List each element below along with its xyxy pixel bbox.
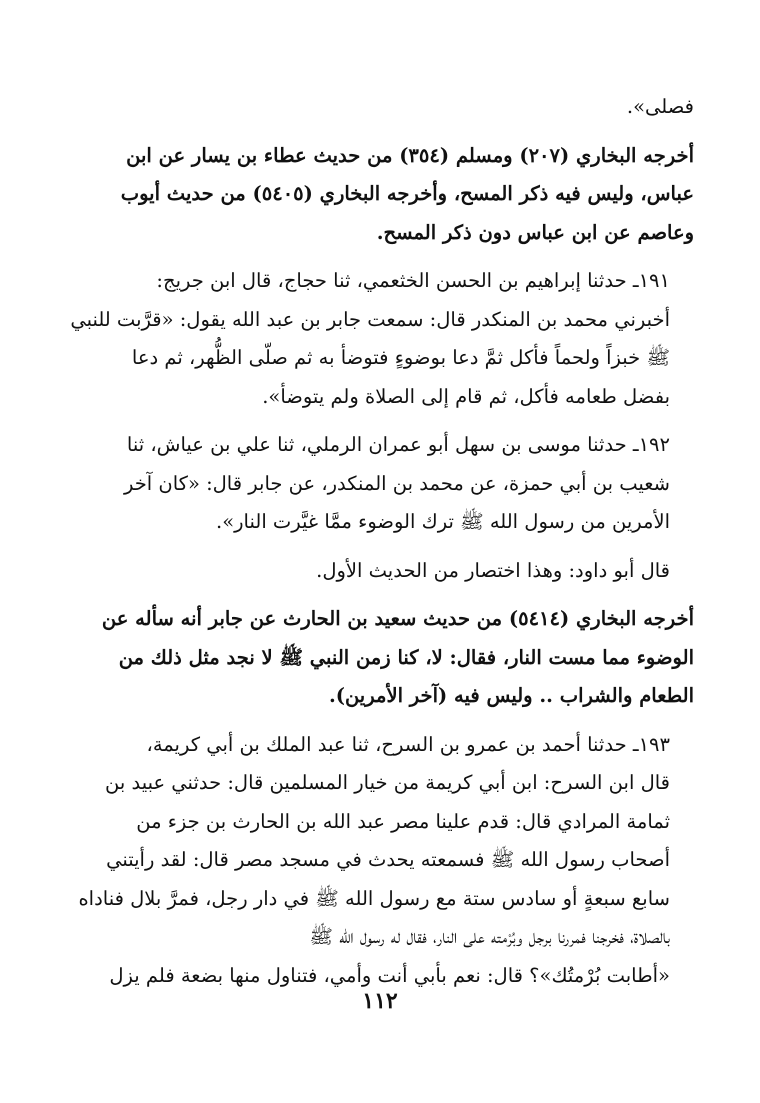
text-line: أخرجه البخاري (٢٠٧) ومسلم (٣٥٤) من حديث عطاء بن يسار عن ابن [126, 143, 694, 167]
text-line: ﷺ خبزاً ولحماً فأكل ثمَّ دعا بوضوءٍ فتوضأ به ثم صلّى الظُّهر، ثم دعا [131, 346, 670, 369]
text-line: «أطابت بُرْمتُك»؟ قال: نعم بأبي أنت وأمي، فتناول منها بضعة فلم يزل [109, 963, 670, 987]
text-line: شعيب بن أبي حمزة، عن محمد بن المنكدر، عن جابر قال: «كان آخر [123, 471, 670, 495]
text-line: قال ابن السرح: ابن أبي كريمة من خيار المسلمين قال: حدثني عبيد بن [105, 771, 670, 794]
text-line: أخرجه البخاري (٥٤١٤) من حديث سعيد بن الحارث عن جابر أنه سأله عن [101, 607, 694, 630]
paragraph-gap [78, 252, 694, 262]
text-line: وعاصم عن ابن عباس دون ذكر المسح. [376, 220, 694, 244]
abu-dawud-comment [78, 552, 694, 591]
text-line: الوضوء مما مست النار، فقال: لا، كنا زمن النبي ﷺ لا نجد مثل ذلك من [118, 645, 694, 669]
takhrij-note-1 [78, 137, 694, 253]
text-line: الطعام والشراب .. وليس فيه (آخر الأمرين). [328, 684, 694, 707]
paragraph-continuation [78, 88, 694, 127]
paragraph-gap [78, 716, 694, 726]
text-line: الأمرين من رسول الله ﷺ ترك الوضوء ممَّا غيَّرت النار». [216, 510, 670, 533]
text-line: بالصلاة، فخرجنا فمررنا برجل وبُرْمته على النار، فقال له رسول الله ﷺ [309, 925, 670, 948]
text-line: أخبرني محمد بن المنكدر قال: سمعت جابر بن عبد الله يقول: «قرَّبت للنبي [70, 307, 670, 331]
text-line: ١٩٣ـ حدثنا أحمد بن عمرو بن السرح، ثنا عبد الملك بن أبي كريمة، [146, 732, 670, 756]
text-line: ثمامة المرادي قال: قدم علينا مصر عبد الله بن الحارث بن جزء من [136, 809, 670, 833]
paragraph-gap [78, 127, 694, 137]
paragraph-gap [78, 416, 694, 426]
text-line: بفضل طعامه فأكل، ثم قام إلى الصلاة ولم يتوضأ». [262, 384, 670, 408]
text-line: قال أبو داود: وهذا اختصار من الحديث الأول. [316, 558, 670, 582]
text-line: فصلى». [626, 95, 694, 118]
page-body [70, 88, 694, 995]
paragraph-gap [78, 590, 694, 600]
text-line: ١٩٢ـ حدثنا موسى بن سهل أبو عمران الرملي، ثنا علي بن عياش، ثنا [126, 433, 670, 456]
paragraph-gap [78, 542, 694, 552]
text-line: أصحاب رسول الله ﷺ فسمعته يحدث في مسجد مصر قال: لقد رأيتني [106, 848, 670, 871]
page-number: ١١٢ [362, 988, 398, 1014]
text-line: ١٩١ـ حدثنا إبراهيم بن الحسن الخثعمي، ثنا حجاج، قال ابن جريج: [156, 269, 670, 292]
text-line: عباس، وليس فيه ذكر المسح، وأخرجه البخاري (٥٤٠٥) من حديث أيوب [120, 182, 694, 205]
takhrij-note-2 [78, 600, 694, 716]
hadith-191 [70, 262, 694, 416]
text-line: سابع سبعةٍ أو سادس ستة مع رسول الله ﷺ في دار رجل، فمرَّ بلال فناداه [78, 886, 670, 910]
hadith-192 [78, 426, 694, 542]
hadith-193 [78, 726, 694, 996]
